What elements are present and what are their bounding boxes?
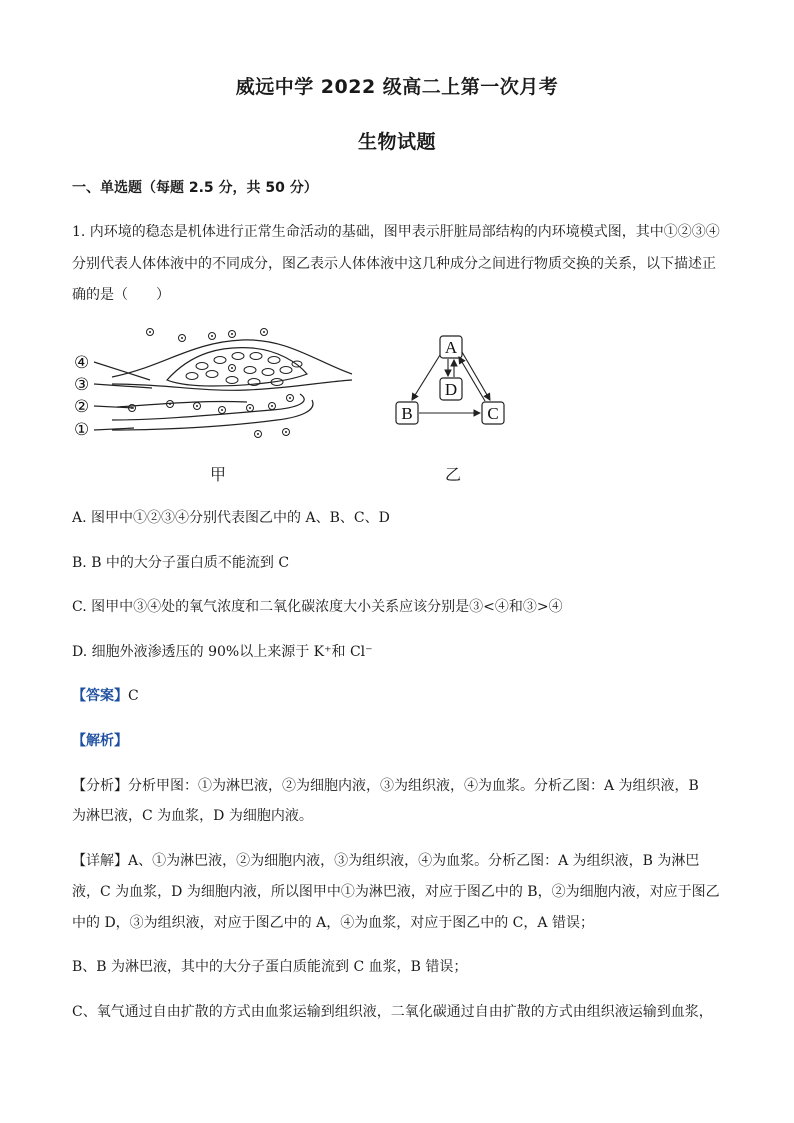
- exam-title: 威远中学 2022 级高二上第一次月考: [235, 76, 559, 98]
- xiangjie-line-3: 中的 D，③为组织液，对应于图乙中的 A，④为血浆，对应于图乙中的 C，A 错误；: [72, 915, 594, 931]
- xiangjie-line-5: C、氧气通过自由扩散的方式由血浆运输到组织液，二氧化碳通过自由扩散的方式由组织液运输到血浆，: [72, 1004, 713, 1020]
- jia-label-2: ②: [74, 397, 90, 417]
- question-stem-line-1: 1. 内环境的稳态是机体进行正常生命活动的基础，图甲表示肝脏局部结构的内环境模式图，其中①②③④: [72, 224, 720, 240]
- figure-jia-caption: 甲: [210, 465, 227, 484]
- fenxi-text-1: 分析甲图：①为淋巴液，②为细胞内液，③为组织液，④为血浆。分析乙图：A 为组织液，B: [128, 778, 699, 794]
- option-a: A. 图甲中①②③④分别代表图乙中的 A、B、C、D: [72, 510, 390, 526]
- figure-jia-liver-diagram: [72, 322, 367, 447]
- question-stem-line-2: 分别代表人体体液中的不同成分，图乙表示人体体液中这几种成分之间进行物质交换的关系，以下描述正: [72, 256, 716, 272]
- answer-label: 【答案】: [72, 688, 128, 704]
- analysis-heading: [72, 731, 732, 751]
- yi-node-b: B: [401, 404, 413, 423]
- yi-node-d: D: [444, 380, 458, 399]
- xiangjie-line-4: B、B 为淋巴液，其中的大分子蛋白质能流到 C 血浆，B 错误；: [72, 959, 468, 975]
- option-d: D. 细胞外液渗透压的 90%以上来源于 K⁺和 Cl⁻: [72, 644, 373, 660]
- xiangjie-label: 【详解】: [72, 853, 128, 869]
- xiangjie-text-1: A、①为淋巴液，②为细胞内液，③为组织液，④为血浆。分析乙图：A 为组织液，B 为淋巴: [128, 853, 700, 869]
- exam-subtitle: 生物试题: [357, 131, 436, 153]
- figure-yi-caption: 乙: [445, 465, 462, 484]
- jia-label-4: ④: [74, 353, 90, 373]
- answer-value: C: [128, 688, 139, 704]
- yi-node-c: C: [487, 404, 499, 423]
- yi-node-a: A: [444, 338, 458, 357]
- figure-yi-exchange-diagram: [392, 330, 512, 430]
- analysis-label: 【解析】: [72, 733, 128, 749]
- option-b: B. B 中的大分子蛋白质不能流到 C: [72, 555, 290, 571]
- jia-label-3: ③: [74, 375, 90, 395]
- question-stem-line-3: 确的是（ ）: [72, 287, 170, 303]
- fenxi-label: 【分析】: [72, 778, 128, 794]
- answer-line: [72, 686, 732, 706]
- section-heading: 一、单选题（每题 2.5 分，共 50 分）: [72, 180, 318, 196]
- xiangjie-line-2: 液，C 为血浆，D 为细胞内液，所以图甲中①为淋巴液，对应于图乙中的 B，②为细胞内液，对应于图乙: [72, 884, 720, 900]
- xiangjie-line-1: [72, 851, 732, 871]
- option-c: C. 图甲中③④处的氧气浓度和二氧化碳浓度大小关系应该分别是③<④和③>④: [72, 599, 563, 615]
- fenxi-line-2: 为淋巴液，C 为血浆，D 为细胞内液。: [72, 808, 313, 824]
- fenxi-line-1: [72, 776, 732, 796]
- jia-label-1: ①: [74, 420, 90, 440]
